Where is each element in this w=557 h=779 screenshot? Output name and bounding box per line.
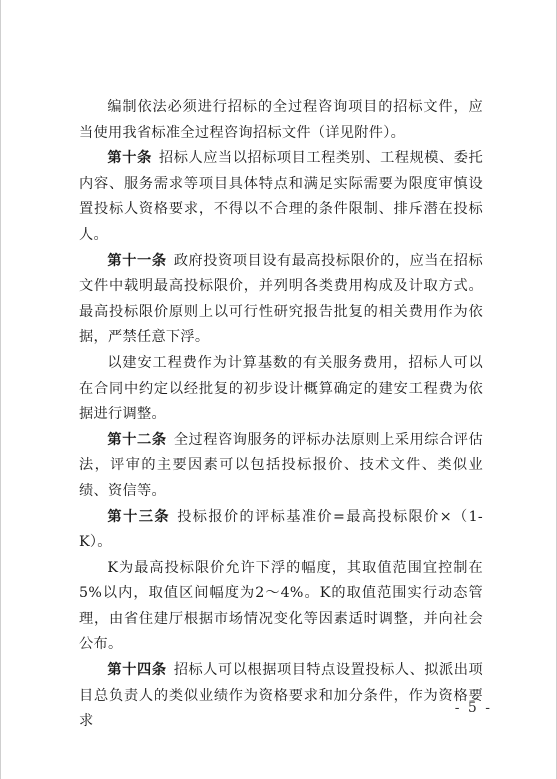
paragraph-text: 编制依法必须进行招标的全过程咨询项目的招标文件，应当使用我省标准全过程咨询招标文件（详见附件）。 xyxy=(79,99,483,141)
document-body xyxy=(79,95,483,735)
paragraph-text: 全过程咨询服务的评标办法原则上采用综合评估法，评审的主要因素可以包括投标报价、技术文件、类似业绩、资信等。 xyxy=(79,431,483,499)
paragraph-article-11 xyxy=(79,249,483,351)
paragraph-text: 招标人可以根据项目特点设置投标人、拟派出项目总负责人的类似业绩作为资格要求和加分条件，作为资格要求 xyxy=(79,662,483,730)
paragraph-text: 招标人应当以招标项目工程类别、工程规模、委托内容、服务需求等项目具体特点和满足实际需要为限度审慎设置投标人资格要求，不得以不合理的条件限制、排斥潜在投标人。 xyxy=(79,150,483,243)
article-heading: 第十一条 xyxy=(107,252,167,269)
paragraph-text: 政府投资项目设有最高投标限价的，应当在招标文件中载明最高投标限价，并列明各类费用构成及计取方式。最高投标限价原则上以可行性研究报告批复的相关费用作为依据，严禁任意下浮。 xyxy=(79,252,483,346)
article-heading: 第十二条 xyxy=(107,431,167,448)
paragraph-4 xyxy=(79,351,483,428)
paragraph-article-13 xyxy=(79,505,483,556)
article-heading: 第十条 xyxy=(107,150,152,167)
paragraph-1 xyxy=(79,95,483,146)
paragraph-text: 以建安工程费作为计算基数的有关服务费用，招标人可以在合同中约定以经批复的初步设计概算确定的建安工程费为依据进行调整。 xyxy=(79,354,483,423)
paragraph-article-12 xyxy=(79,428,483,505)
paragraph-article-10 xyxy=(79,146,483,248)
paragraph-text: 投标报价的评标基准价=最高投标限价×（1-K）。 xyxy=(79,508,483,551)
paragraph-7 xyxy=(79,556,483,658)
article-heading: 第十三条 xyxy=(107,508,171,525)
article-heading: 第十四条 xyxy=(107,662,167,679)
page-number: - 5 - xyxy=(454,700,492,716)
paragraph-article-14 xyxy=(79,658,483,735)
paragraph-text: K为最高投标限价允许下浮的幅度，其取值范围宜控制在5%以内，取值区间幅度为2～4%。K的取值范围实行动态管理，由省住建厅根据市场情况变化等因素适时调整，并向社会公布。 xyxy=(79,559,483,653)
